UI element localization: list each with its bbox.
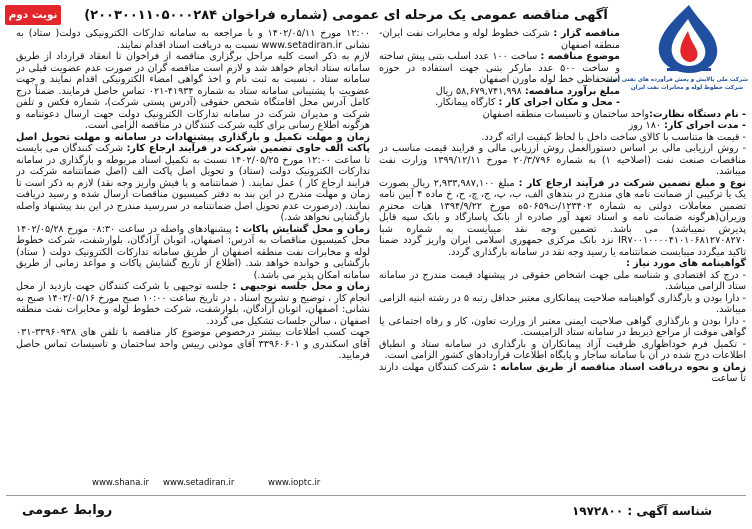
paragraph-text: کارگاه پیمانکار. <box>435 97 499 108</box>
footer-divider <box>6 495 746 496</box>
paragraph-label: - محل و مکان اجرای کار : <box>498 97 620 108</box>
paragraph-text: جهت کسب اطلاعات بیشتر درخصوص موضوع کار مناقصه با تلفن های ۳۳۹۶۰۹۳۸-۰۳۱ آقای اسکندری و ۳۳۹۶۰۶۰۱ آقای موذنی رییس واحد ساختمان و تاسیسات تماس حاصل فرمایید. <box>16 327 370 361</box>
tender-paragraph <box>379 120 746 132</box>
logo-caption-line-2: شرکت خطوط لوله و مخابرات نفت ایران <box>630 85 744 91</box>
paragraph-text: ساخت ۱۰۰ عدد اسلب بتنی پیش ساخته و ساخت ۵۰۰ عدد مارکر بتنی جهت استفاده در حوزه استحفاظی خط لوله ماورن اصفهان <box>379 51 620 85</box>
logo-spacer <box>605 28 748 100</box>
round-badge: نوبت دوم <box>5 5 61 25</box>
tender-paragraph <box>379 270 746 293</box>
paragraph-text: شرکت کنندگان می بایست تا ساعت ۱۲:۰۰ مورخ ۱۴۰۲/۰۵/۲۵ نسبت به تکمیل اسناد مربوطه و بارگذاری در سامانه تدارکات الکترونیک دولت (ستاد) و تحویل اصل پاکت الف (اصل ضمانتنامه شرکت در فرایند ارجاع کار ) عمل نمایند. ( ضمانتنامه و یا فیش واریز وجه نقد) لازم به ذکر است تا زمان و مهلت مندرج در این بند به دفتر کمیسیون مناقصات ارسال شده و رسید دریافت نمایند. (درصورت عدم تحویل اصل ضمانتنامه در سررسید مندرج در این بند پیشنهاد واصله بازگشایی نخواهد شد.) <box>16 143 370 223</box>
paragraph-label: زمان و محل جلسه توجیهی : <box>232 281 370 292</box>
paragraph-label: گواهینامه های مورد نیاز : <box>625 258 746 269</box>
tender-paragraph <box>16 224 370 282</box>
paragraph-text: - دارا بودن و بارگذاری گواهی صلاحیت ایمنی معتبر از وزارت تعاون، کار و رفاه اجتماعی یا گواهی موقت از مراجع ذیربط در سامانه ستاد الزامیست. <box>379 315 746 338</box>
ad-id-value: ۱۹۷۲۸۰۰ <box>571 504 624 518</box>
paragraph-text: - روش ارزیابی مالی بر اساس دستورالعمل روش ارزیابی مالی و فرایند قیمت مناسب در مناقصات صنعت نفت (اصلاحیه ۱) به شماره ۲۰/۳/۷۹۶ مورخ ۱۳۹۹/۱۲/۱۱ وزارت نفت میباشد. <box>379 143 746 177</box>
paragraph-text: - دارا بودن و بارگذاری گواهینامه صلاحیت پیمانکاری معتبر حداقل رتبه ۵ در رشته ابنیه الزامی میباشد. <box>379 292 746 315</box>
paragraph-text: ۱۸۰ روز <box>628 120 665 131</box>
paragraph-text: شرکت خطوط لوله و مخابرات نفت ایران-منطقه اصفهان <box>379 28 620 51</box>
paragraph-label: مناقصه گزار : <box>553 28 620 39</box>
tender-paragraph <box>16 28 370 51</box>
tender-paragraph <box>16 327 370 362</box>
ad-id-label: شناسه آگهی : <box>623 504 712 518</box>
ad-title: آگهی مناقصه عمومی یک مرحله ای عمومی (شماره فراخوان ۲۰۰۳۰۰۱۱۰۵۰۰۰۲۸۴) <box>84 8 608 23</box>
paragraph-label: نوع و مبلغ تضمین شرکت در فرآیند ارجاع کار : <box>518 177 746 189</box>
tender-paragraph <box>379 109 746 121</box>
paragraph-text: ۵۸,۶۷۹,۷۴۱,۹۹۸ ریال <box>435 85 525 97</box>
paragraph-text: - درج کد اقتصادی و شناسه ملی جهت اشخاص حقوقی در پیشنهاد قیمت مندرج در سامانه ستاد الزامی میباشد. <box>379 269 746 292</box>
public-relations-label: روابط عمومی <box>22 503 113 518</box>
left-text-column <box>16 28 370 475</box>
paragraph-label: موضوع مناقصه : <box>540 51 621 62</box>
website-ioptc: www.ioptc.ir <box>268 478 321 488</box>
tender-paragraph <box>379 258 746 270</box>
paragraph-text: پیشنهادهای واصله در ساعت ۰۸:۳۰ مورخ ۱۴۰۲/۰۵/۲۸ محل کمیسیون مناقصات به آدرس: اصفهان، اتوبان آزادگان، بلوارشفت، شرکت خطوط لوله و مخابرات نفت منطقه اصفهان از طریق سامانه تدارکات الکترونیک دولت ( ستاد) بازگشایی و خوانده خواهد شد. (اطلاع از تاریخ گشایش پاکات و مواعد زمانی از طریق سامانه امکان پذیر می باشد.) <box>16 223 370 281</box>
websites-row <box>0 478 752 490</box>
paragraph-label: زمان و نحوه دریافت اسناد مناقصه از طریق سامانه : <box>492 361 746 373</box>
paragraph-text: واحد ساختمان و تاسیسات منطقه اصفهان <box>482 108 650 120</box>
tender-paragraph <box>379 132 746 144</box>
tender-paragraph <box>379 316 746 339</box>
right-text-column <box>379 28 746 475</box>
paragraph-text: شرکت کنندگان مهلت دارند تا ساعت <box>379 361 746 384</box>
paragraph-label: زمان و مهلت تکمیل و بارگذاری پیشنهادات در سامانه و مهلت تحویل اصل پاکت الف حاوی تضمین شرکت در فرآیند ارجاع کار: <box>16 131 370 154</box>
tender-paragraph <box>379 293 746 316</box>
tender-paragraph <box>379 362 746 385</box>
paragraph-text: مبلغ ۲,۹۳۳,۹۸۷,۱۰۰ ریال بصورت یک یا ترکیبی از ضمانت نامه های مندرج در بندهای الف، ب، پ، ج، چ، ح، خ ماده ۴ آیین نامه تضمین معاملات دولتی به شماره ۱۲۳۴۰۲/ت۵۰۶۵۹ه مورخ ۱۳۹۴/۹/۲۲ هیات محترم وزیران(هرگونه ضمانت نامه و اسناد تعهد آور صادره از بانک پاسارگاد و بانک سپه قابل پذیرش نمیباشد) می باشد. تضمین وجه نقد میبایست به شماره شبا IR۷۰۰۱۰۰۰۰۴۱۰۱۰۶۸۱۲۷۰۸۲۷۰ نزد بانک مرکزی جمهوری اسلامی ایران واریز گردد ضمنا تاکید میگردد میبایست ضمانتنامه یا رسید وجه نقد در سامانه بارگذاری گردد. <box>379 177 746 258</box>
tender-paragraph <box>16 51 370 132</box>
paragraph-text: ۱۲:۰۰ مورخ ۱۴۰۲/۰۵/۱۱ و با مراجعه به سامانه تدارکات الکترونیکی دولت( ستاد) به نشانی www.setadiran.ir نسبت به دریافت اسناد اقدام نمایند. <box>16 28 370 51</box>
paragraph-label: زمان و محل گشایش پاکات : <box>235 223 370 235</box>
website-setadiran: www.setadiran.ir <box>163 478 235 488</box>
ad-id <box>572 504 712 518</box>
tender-paragraph <box>379 143 746 178</box>
website-shana: www.shana.ir <box>92 478 149 488</box>
paragraph-text: جلسه توجیهی با شرکت کنندگان جهت بازدید از محل انجام کار ، توضیح و تشریح اسناد ، در تاریخ ساعت ۱۰:۰۰ صبح مورخ ۱۴۰۲/۰۵/۱۶ صبح به نشانی: اصفهان، اتوبان آزادگان، بلوارشفت، شرکت خطوط لوله و مخابرات نفت منطقه اصفهان ، سالن جلسات تشکیل می گردد. <box>16 281 370 327</box>
tender-paragraph <box>379 339 746 362</box>
paragraph-label: مبلغ برآورد مناقصه: <box>524 85 620 97</box>
tender-paragraph <box>379 178 746 259</box>
paragraph-text: - تکمیل فرم خوداظهاری ظرفیت آزاد پیمانکاران و بارگذاری در سامانه ستاد و انطباق اطلاعات درج شده در آن با سامانه ساجار و پایگاه اطلاعات قراردادهای کشور الزامی است. <box>379 338 746 361</box>
paragraph-label: - نام دستگاه نظارت: <box>649 108 746 120</box>
paragraph-text: - قیمت ها متناسب با کالای ساخت داخل با لحاظ کیفیت ارائه گردد. <box>481 131 746 143</box>
tender-paragraph <box>16 132 370 224</box>
paragraph-text: لازم به ذکر است کلیه مراحل برگزاری مناقصه از فراخوان تا انعقاد قرارداد از طریق سامانه ستاد انجام خواهد شد و لازم است مناقصه گران در صورت عدم عضویت قبلی در سامانه ستاد ، نسبت به ثبت نام و اخذ گواهی امضاء الکترونیکی اقدام نمایند و جهت عضویت با پشتیبانی سامانه ستاد به شماره ۴۱۹۳۴-۰۲۱ تماس حاصل فرمایند. ضمناً درج کامل آدرس محل اقامتگاه شخص حقوقی (آدرس پستی شرکت)، شماره فکس و تلفن شرکت و مدیران شرکت در سامانه تدارکات الکترونیک دولت جهت ارسال دعوتنامه و هرگونه اطلاع رسانی برای کلیه شرکت کنندگان در مناقصه الزامی است. <box>16 51 370 131</box>
paragraph-label: - مدت اجرای کار: <box>664 120 746 131</box>
logo-caption-line-1: شرکت ملی پالایش و پخش فرآورده های نفتی ایران <box>605 77 748 83</box>
tender-paragraph <box>16 281 370 327</box>
